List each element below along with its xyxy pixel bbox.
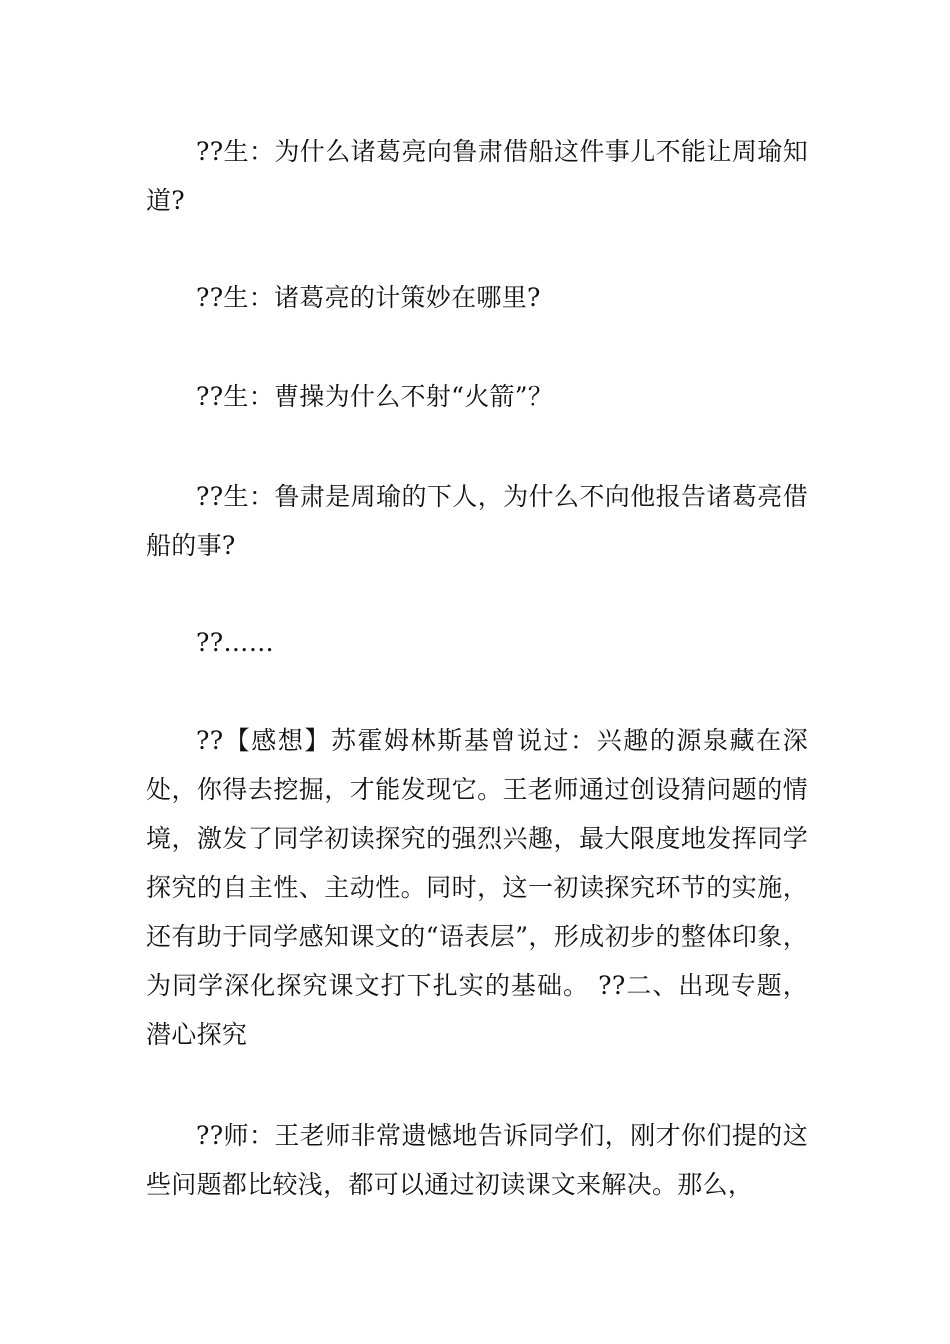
paragraph-student-question-3: ??生：曹操为什么不射“火箭”？	[196, 382, 554, 411]
paragraph-student-question-2: ??生：诸葛亮的计策妙在哪里?	[196, 283, 541, 312]
paragraph-student-question-4: ??生：鲁肃是周瑜的下人，为什么不向他报告诸葛亮借船的事?	[146, 482, 808, 560]
paragraph-teacher-remark: ??师：王老师非常遗憾地告诉同学们，刚才你们提的这些问题都比较浅，都可以通过初读课文来解决。那么，	[146, 1121, 808, 1199]
paragraph-ellipsis: ??……	[196, 628, 275, 657]
paragraph-reflection: ??【感想】苏霍姆林斯基曾说过：兴趣的源泉藏在深处，你得去挖掘，才能发现它。王老师通过创设猜问题的情境，激发了同学初读探究的强烈兴趣，最大限度地发挥同学探究的自主性、主动性。同时，这一初读探究环节的实施，还有助于同学感知课文的“语表层”，形成初步的整体印象，为同学深化探究课文打下扎实的基础。 ??二、出现专题，潜心探究	[146, 726, 808, 1049]
paragraph-student-question-1: ??生：为什么诸葛亮向鲁肃借船这件事儿不能让周瑜知道?	[146, 137, 808, 215]
